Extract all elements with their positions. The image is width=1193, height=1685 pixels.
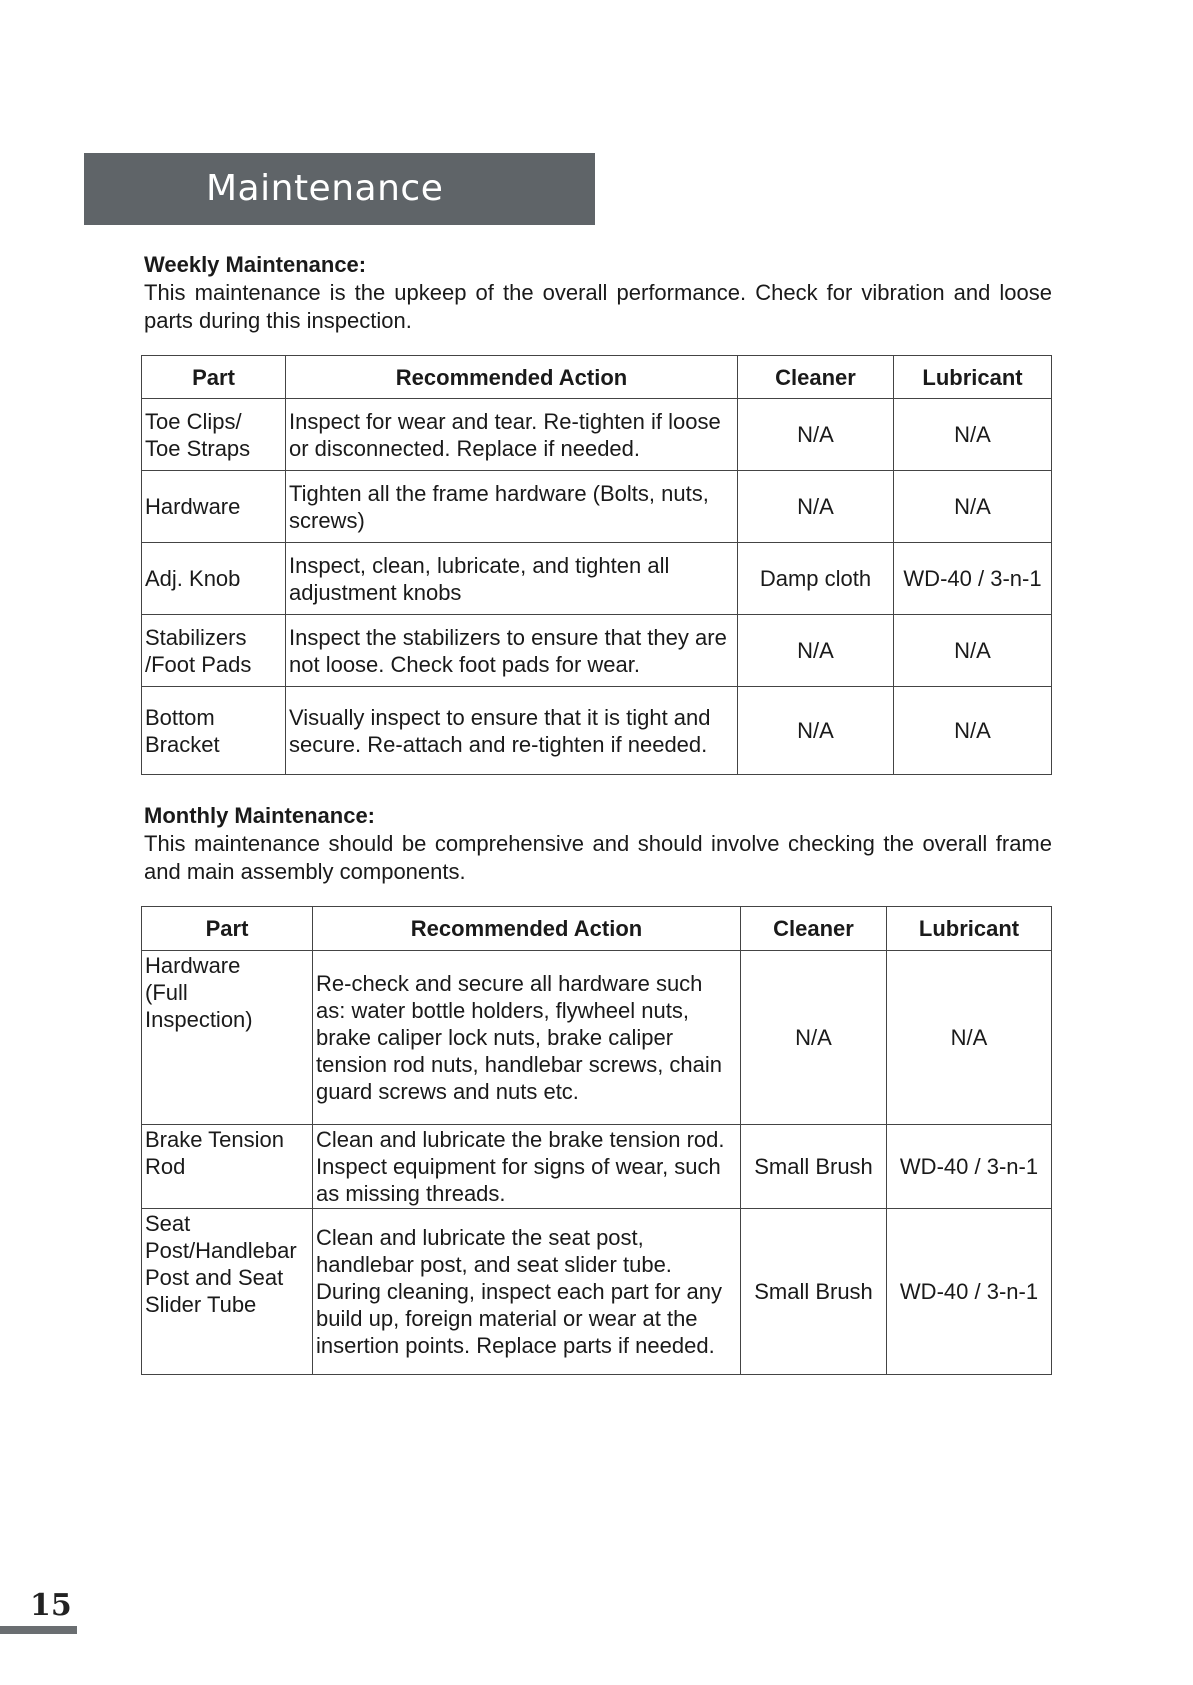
- monthly-table: [141, 906, 1052, 1375]
- column-header-cleaner: Cleaner: [738, 356, 894, 399]
- part-cell: Hardware (Full Inspection): [142, 951, 313, 1125]
- lubricant-cell: WD-40 / 3-n-1: [887, 1125, 1052, 1209]
- column-header-part: Part: [142, 907, 313, 951]
- weekly-description: This maintenance is the upkeep of the overall performance. Check for vibration and loose parts during this inspection.: [144, 280, 1052, 333]
- part-cell: Hardware: [142, 471, 286, 543]
- table-header-row: [142, 907, 1052, 951]
- cleaner-cell: N/A: [738, 615, 894, 687]
- column-header-action: Recommended Action: [286, 356, 738, 399]
- lubricant-cell: WD-40 / 3-n-1: [887, 1209, 1052, 1375]
- table-row: [142, 1209, 1052, 1375]
- action-cell: Inspect the stabilizers to ensure that they are not loose. Check foot pads for wear.: [286, 615, 738, 687]
- table-row: [142, 687, 1052, 775]
- page-number: 15: [30, 1588, 72, 1623]
- lubricant-cell: N/A: [894, 687, 1052, 775]
- weekly-table: [141, 355, 1052, 775]
- lubricant-cell: N/A: [887, 951, 1052, 1125]
- column-header-part: Part: [142, 356, 286, 399]
- part-cell: Toe Clips/ Toe Straps: [142, 399, 286, 471]
- part-cell: Adj. Knob: [142, 543, 286, 615]
- action-cell: Visually inspect to ensure that it is tight and secure. Re-attach and re-tighten if needed.: [286, 687, 738, 775]
- action-cell: Inspect for wear and tear. Re-tighten if loose or disconnected. Replace if needed.: [286, 399, 738, 471]
- table-row: [142, 471, 1052, 543]
- page-number-rule: [0, 1626, 77, 1634]
- column-header-action: Recommended Action: [313, 907, 741, 951]
- page-title: Maintenance: [206, 168, 444, 209]
- cleaner-cell: Damp cloth: [738, 543, 894, 615]
- action-cell: Clean and lubricate the brake tension rod. Inspect equipment for signs of wear, such as missing threads.: [313, 1125, 741, 1209]
- weekly-title: Weekly Maintenance:: [144, 252, 367, 277]
- monthly-title: Monthly Maintenance:: [144, 803, 376, 828]
- table-row: [142, 1125, 1052, 1209]
- action-cell: Tighten all the frame hardware (Bolts, nuts, screws): [286, 471, 738, 543]
- cleaner-cell: Small Brush: [741, 1209, 887, 1375]
- cleaner-cell: N/A: [738, 687, 894, 775]
- lubricant-cell: N/A: [894, 615, 1052, 687]
- table-row: [142, 951, 1052, 1125]
- cleaner-cell: N/A: [738, 399, 894, 471]
- part-cell: Brake Tension Rod: [142, 1125, 313, 1209]
- table-header-row: [142, 356, 1052, 399]
- action-cell: Inspect, clean, lubricate, and tighten all adjustment knobs: [286, 543, 738, 615]
- part-cell: Bottom Bracket: [142, 687, 286, 775]
- cleaner-cell: N/A: [741, 951, 887, 1125]
- section-banner: [84, 153, 595, 225]
- table-row: [142, 615, 1052, 687]
- part-cell: Seat Post/Handlebar Post and Seat Slider Tube: [142, 1209, 313, 1375]
- column-header-cleaner: Cleaner: [741, 907, 887, 951]
- part-cell: Stabilizers /Foot Pads: [142, 615, 286, 687]
- action-cell: Clean and lubricate the seat post, handlebar post, and seat slider tube. During cleaning, inspect each part for any build up, foreign material or wear at the insertion points. Replace parts if needed.: [313, 1209, 741, 1375]
- table-row: [142, 399, 1052, 471]
- column-header-lubricant: Lubricant: [887, 907, 1052, 951]
- lubricant-cell: N/A: [894, 399, 1052, 471]
- lubricant-cell: N/A: [894, 471, 1052, 543]
- action-cell: Re-check and secure all hardware such as: water bottle holders, flywheel nuts, brake caliper lock nuts, brake caliper tension rod nuts, handlebar screws, chain guard screws and nuts etc.: [313, 951, 741, 1125]
- cleaner-cell: Small Brush: [741, 1125, 887, 1209]
- lubricant-cell: WD-40 / 3-n-1: [894, 543, 1052, 615]
- column-header-lubricant: Lubricant: [894, 356, 1052, 399]
- monthly-description: This maintenance should be comprehensive and should involve checking the overall frame and main assembly components.: [144, 831, 1052, 884]
- cleaner-cell: N/A: [738, 471, 894, 543]
- table-row: [142, 543, 1052, 615]
